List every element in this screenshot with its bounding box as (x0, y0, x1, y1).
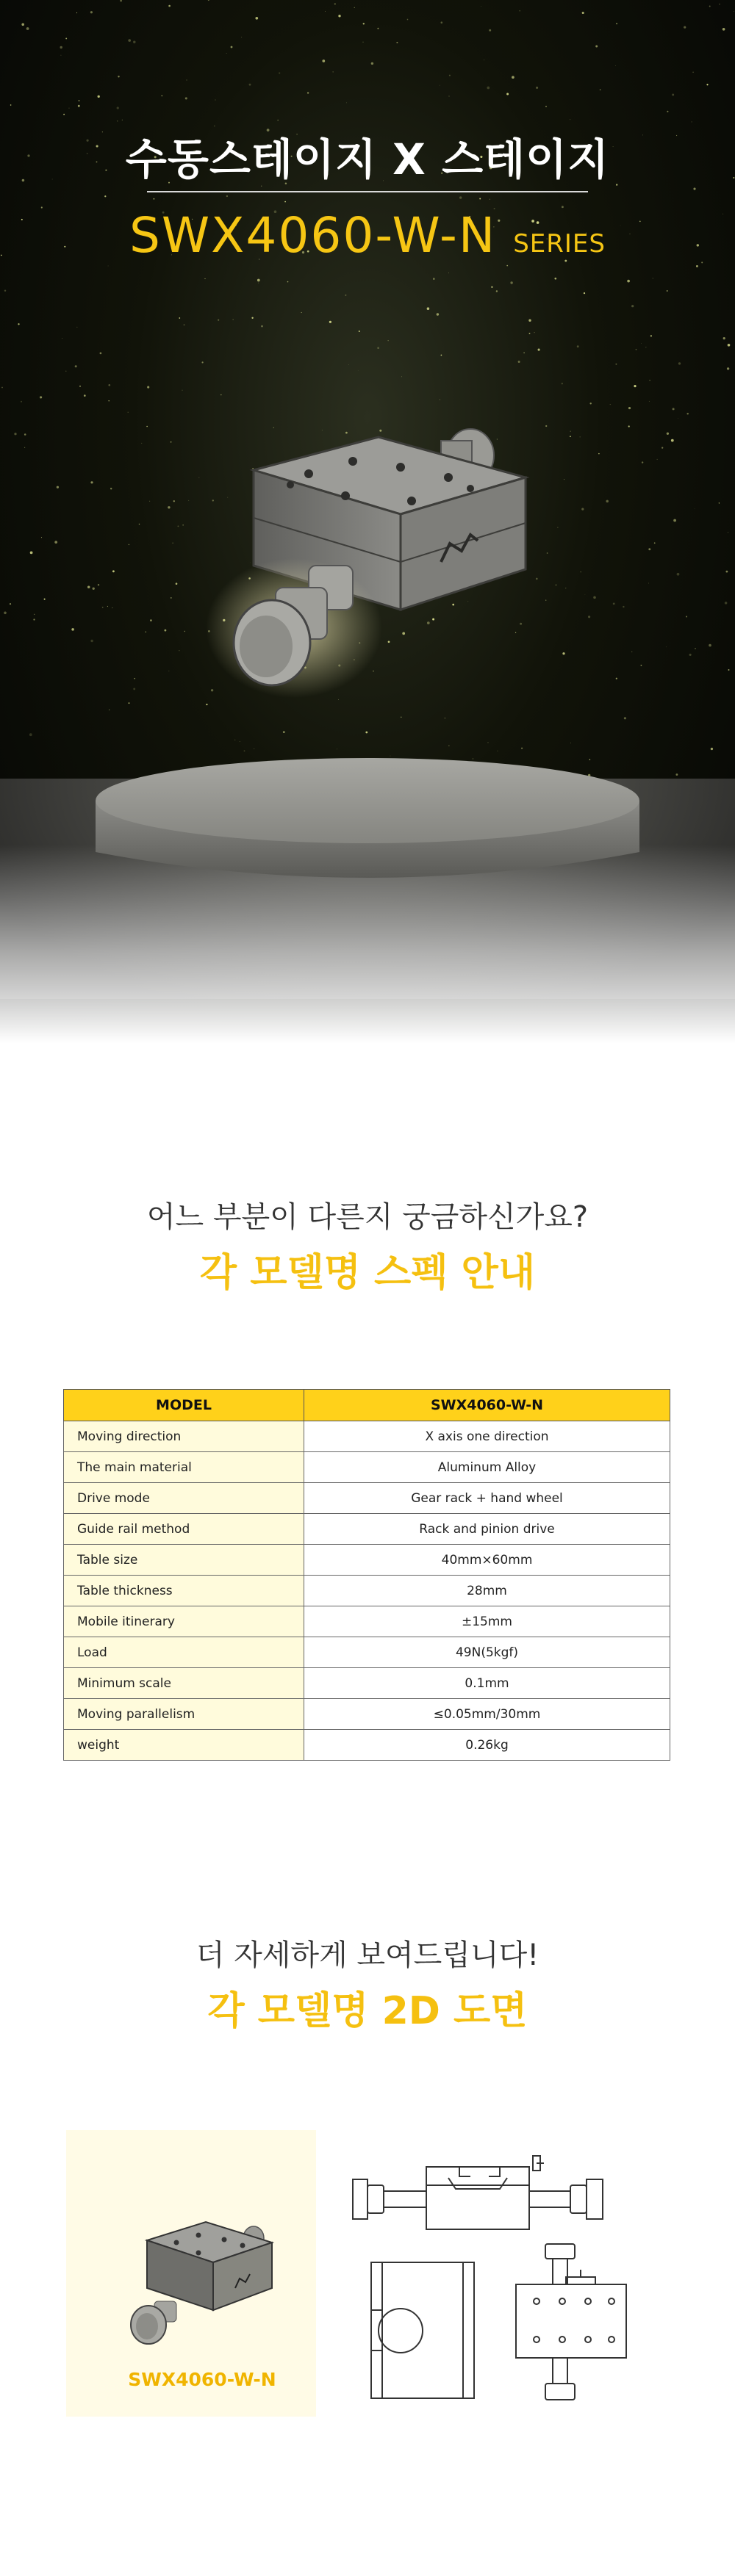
spec-row (64, 1637, 670, 1668)
star (437, 313, 439, 315)
star (1, 387, 3, 389)
star (284, 201, 286, 203)
side-view (371, 2262, 474, 2398)
star (641, 343, 642, 344)
product-thumbnail (125, 2207, 294, 2354)
star (536, 87, 538, 89)
spec-label: Load (64, 1637, 304, 1668)
star (371, 62, 373, 65)
spec-value: 0.1mm (304, 1668, 670, 1699)
star (487, 87, 490, 90)
star (377, 347, 379, 349)
star (75, 365, 77, 367)
star (709, 6, 711, 7)
star (506, 265, 508, 267)
hero-subtitle (0, 207, 735, 264)
star (100, 353, 102, 355)
star (491, 286, 492, 288)
star (279, 72, 280, 73)
star (118, 76, 119, 77)
star (307, 92, 309, 93)
star (128, 39, 131, 42)
star (727, 367, 729, 369)
star (78, 100, 79, 101)
drawing-model-caption: SWX4060-W-N (128, 2369, 276, 2390)
hero-divider (147, 191, 588, 192)
star (634, 385, 636, 387)
star (182, 390, 183, 391)
star (377, 28, 379, 29)
spec-label: Drive mode (64, 1483, 304, 1514)
star (672, 94, 674, 96)
star (636, 349, 637, 350)
star (322, 59, 325, 62)
spec-value: 49N(5kgf) (304, 1637, 670, 1668)
star (69, 108, 70, 109)
star (407, 19, 409, 21)
star (554, 278, 556, 280)
star (691, 121, 692, 123)
spec-header-value: SWX4060-W-N (304, 1390, 670, 1421)
star (18, 323, 19, 325)
star (21, 24, 24, 26)
star (63, 114, 65, 115)
hero-model-name: SWX4060-W-N (129, 207, 497, 264)
spec-value: X axis one direction (304, 1421, 670, 1452)
spec-row (64, 1699, 670, 1730)
star (183, 324, 184, 325)
star (258, 283, 259, 284)
star (510, 281, 512, 284)
star (359, 331, 360, 332)
star (363, 23, 365, 24)
star (616, 23, 617, 24)
spec-row (64, 1545, 670, 1576)
spec-label: Table thickness (64, 1576, 304, 1606)
star (684, 26, 686, 28)
star (104, 195, 106, 197)
star (388, 340, 389, 341)
star (441, 21, 443, 24)
spec-label: Minimum scale (64, 1668, 304, 1699)
star (627, 280, 630, 283)
x-stage-product (206, 429, 526, 698)
star (358, 370, 359, 371)
star (120, 0, 122, 1)
star (277, 120, 279, 121)
spec-label: Moving parallelism (64, 1699, 304, 1730)
spec-value: Rack and pinion drive (304, 1514, 670, 1545)
spec-heading: 각 모델명 스펙 안내 (199, 1251, 536, 1295)
star (696, 265, 698, 267)
hero-product-illustration (0, 397, 735, 896)
star (329, 321, 331, 323)
star (348, 364, 349, 365)
star (615, 364, 617, 365)
star (257, 279, 260, 282)
star (538, 349, 540, 351)
star (706, 84, 708, 85)
star (600, 89, 601, 90)
star (201, 361, 203, 363)
star (26, 27, 29, 30)
star (179, 317, 180, 319)
star (479, 198, 481, 200)
front-view (353, 2156, 603, 2229)
hero-series-label: SERIES (513, 229, 606, 259)
star (185, 97, 187, 99)
star (168, 5, 171, 7)
star (338, 15, 340, 17)
star (693, 188, 695, 190)
star (529, 333, 531, 334)
star (631, 305, 634, 307)
star (678, 362, 681, 364)
star (208, 0, 209, 1)
star (215, 100, 216, 101)
star (76, 327, 77, 328)
hero-banner (0, 0, 735, 1043)
star (325, 11, 326, 12)
star (204, 278, 205, 279)
star (562, 383, 563, 384)
star (108, 266, 109, 267)
star (334, 3, 336, 4)
star (723, 337, 725, 339)
drawing-question: 더 자세하게 보여드립니다! (196, 1938, 539, 1972)
spec-label: Table size (64, 1545, 304, 1576)
star (449, 75, 451, 76)
star (506, 93, 509, 95)
spec-value: 0.26kg (304, 1730, 670, 1761)
spec-label: weight (64, 1730, 304, 1761)
spec-label: Moving direction (64, 1421, 304, 1452)
star (333, 71, 334, 72)
star (90, 11, 93, 13)
spec-label: Mobile itinerary (64, 1606, 304, 1637)
spec-label: The main material (64, 1452, 304, 1483)
star (287, 281, 289, 283)
star (528, 320, 531, 322)
star (10, 104, 12, 106)
star (401, 376, 402, 377)
star (595, 46, 598, 48)
star (728, 344, 731, 347)
spec-value: 28mm (304, 1576, 670, 1606)
star (615, 65, 616, 66)
star (489, 29, 491, 32)
star (692, 71, 694, 73)
hero-title: 수동스테이지 X 스테이지 (125, 134, 610, 184)
star (650, 335, 652, 336)
star (584, 292, 585, 294)
spec-value: 40mm×60mm (304, 1545, 670, 1576)
star (78, 105, 80, 107)
spec-value: Aluminum Alloy (304, 1452, 670, 1483)
star (65, 37, 67, 39)
star (345, 295, 346, 296)
star (226, 195, 228, 197)
spec-row (64, 1730, 670, 1761)
spec-value: ≤0.05mm/30mm (304, 1699, 670, 1730)
star (98, 95, 100, 98)
star (433, 278, 435, 280)
spec-value: ±15mm (304, 1606, 670, 1637)
pedestal (96, 758, 639, 878)
star (117, 120, 118, 122)
star (226, 53, 227, 54)
spec-row (64, 1606, 670, 1637)
star (346, 103, 347, 104)
spec-label: Guide rail method (64, 1514, 304, 1545)
spec-row (64, 1421, 670, 1452)
star (60, 46, 62, 48)
star (4, 290, 6, 292)
star (441, 355, 442, 356)
spec-header-model: MODEL (64, 1390, 304, 1421)
star (448, 95, 449, 96)
spec-table (63, 1389, 670, 1761)
star (79, 386, 81, 387)
star (427, 307, 430, 310)
star (249, 84, 251, 86)
spec-row (64, 1576, 670, 1606)
technical-drawing (323, 2134, 654, 2413)
star (723, 28, 725, 31)
star (76, 12, 77, 13)
spec-row (64, 1483, 670, 1514)
star (459, 196, 462, 198)
star (108, 384, 110, 386)
spec-row (64, 1452, 670, 1483)
star (582, 12, 584, 14)
star (153, 198, 154, 200)
spec-row (64, 1514, 670, 1545)
star (512, 76, 514, 79)
star (65, 371, 66, 372)
star (147, 386, 149, 389)
star (545, 106, 546, 107)
star (117, 107, 119, 109)
spec-value: Gear rack + hand wheel (304, 1483, 670, 1514)
star (496, 290, 498, 292)
star (60, 55, 61, 56)
star (577, 345, 579, 347)
star (667, 111, 668, 112)
star (362, 41, 364, 43)
star (354, 7, 355, 8)
star (251, 317, 253, 319)
star (218, 320, 219, 321)
star (518, 361, 520, 363)
star (255, 17, 258, 20)
star (231, 46, 233, 48)
star (133, 40, 135, 43)
drawing-heading: 각 모델명 2D 도면 (207, 1989, 528, 2033)
spec-question: 어느 부분이 다른지 궁금하신가요? (146, 1200, 589, 1234)
star (220, 394, 222, 396)
top-view (516, 2244, 626, 2400)
spec-table-header (64, 1390, 670, 1421)
star (667, 290, 668, 292)
star (261, 325, 263, 328)
star (396, 42, 398, 43)
spec-row (64, 1668, 670, 1699)
star (301, 312, 302, 313)
